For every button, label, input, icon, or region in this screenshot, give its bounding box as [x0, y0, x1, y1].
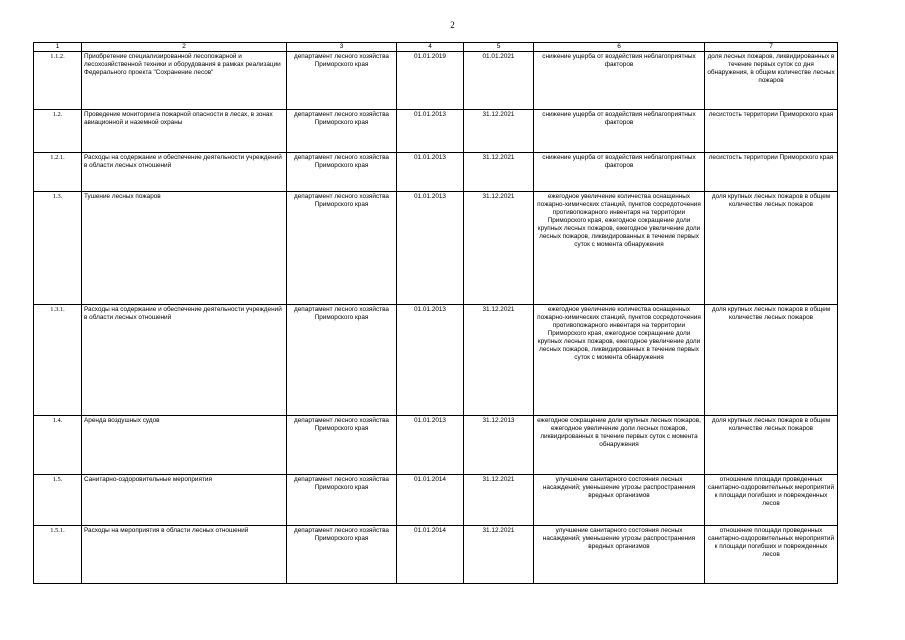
expected-result: улучшение санитарного состояния лесных насаждений; уменьшение угрозы распространения вредных организмов [534, 526, 705, 584]
end-date: 31.12.2021 [464, 153, 534, 192]
header-row [34, 43, 838, 52]
end-date: 31.12.2021 [464, 475, 534, 526]
executor: департамент лесного хозяйства Приморского края [287, 305, 397, 416]
activity-name: Тушение лесных пожаров [82, 192, 287, 305]
table-row [34, 475, 838, 526]
expected-result: улучшение санитарного состояния лесных насаждений; уменьшение угрозы распространения вредных организмов [534, 475, 705, 526]
item-number: 1.1.2. [34, 52, 82, 110]
end-date: 31.12.2021 [464, 526, 534, 584]
end-date: 31.12.2021 [464, 305, 534, 416]
table-row [34, 416, 838, 475]
start-date: 01.01.2014 [397, 526, 464, 584]
table-row [34, 52, 838, 110]
end-date: 31.12.2021 [464, 110, 534, 153]
executor: департамент лесного хозяйства Приморского края [287, 526, 397, 584]
indicator: отношение площади проведенных санитарно-оздоровительных мероприятий к площади погибших и поврежденных лесов [705, 526, 838, 584]
column-header: 7 [705, 43, 838, 52]
column-header: 6 [534, 43, 705, 52]
expected-result: снижение ущерба от воздействия неблагоприятных факторов [534, 153, 705, 192]
table-row [34, 305, 838, 416]
start-date: 01.01.2013 [397, 305, 464, 416]
column-header: 3 [287, 43, 397, 52]
table-row [34, 153, 838, 192]
item-number: 1.5. [34, 475, 82, 526]
item-number: 1.5.1. [34, 526, 82, 584]
activity-name: Расходы на мероприятия в области лесных отношений [82, 526, 287, 584]
table-row [34, 110, 838, 153]
item-number: 1.4. [34, 416, 82, 475]
expected-result: ежегодное увеличение количества оснащенных пожарно-химических станций, пунктов сосредоточения противопожарного инвентаря на территории Приморского края, ежегодное сокращение доли крупных лесных пожаров, ежегодное увеличение доли лесных пожаров, ликвидированных в течение первых суток с момента обнаружения [534, 305, 705, 416]
activity-name: Расходы на содержание и обеспечение деятельности учреждений в области лесных отношений [82, 305, 287, 416]
executor: департамент лесного хозяйства Приморского края [287, 475, 397, 526]
indicator: лесистость территории Приморского края [705, 153, 838, 192]
activity-name: Расходы на содержание и обеспечение деятельности учреждений в области лесных отношений [82, 153, 287, 192]
executor: департамент лесного хозяйства Приморского края [287, 110, 397, 153]
indicator: отношение площади проведенных санитарно-оздоровительных мероприятий к площади погибших и поврежденных лесов [705, 475, 838, 526]
executor: департамент лесного хозяйства Приморского края [287, 153, 397, 192]
end-date: 01.01.2021 [464, 52, 534, 110]
executor: департамент лесного хозяйства Приморского края [287, 192, 397, 305]
column-header: 4 [397, 43, 464, 52]
activity-name: Приобретение специализированной лесопожарной и лесохозяйственной техники и оборудования в рамках реализации Федерального проекта "Сохранение лесов" [82, 52, 287, 110]
activity-name: Санитарно-оздоровительные мероприятия [82, 475, 287, 526]
activity-name: Проведение мониторинга пожарной опасности в лесах, в зонах авиационной и наземной охраны [82, 110, 287, 153]
indicator: лесистость территории Приморского края [705, 110, 838, 153]
start-date: 01.01.2013 [397, 153, 464, 192]
item-number: 1.3.1. [34, 305, 82, 416]
column-header: 2 [82, 43, 287, 52]
start-date: 01.01.2013 [397, 110, 464, 153]
end-date: 31.12.2013 [464, 416, 534, 475]
start-date: 01.01.2014 [397, 475, 464, 526]
indicator: доля лесных пожаров, ликвидированных в течение первых суток со дня обнаружения, в общем количестве лесных пожаров [705, 52, 838, 110]
item-number: 1.3. [34, 192, 82, 305]
executor: департамент лесного хозяйства Приморского края [287, 52, 397, 110]
start-date: 01.01.2019 [397, 52, 464, 110]
expected-result: ежегодное увеличение количества оснащенных пожарно-химических станций, пунктов сосредоточения противопожарного инвентаря на территории Приморского края, ежегодное сокращение доли крупных лесных пожаров, ежегодное увеличение доли лесных пожаров, ликвидированных в течение первых суток с момента обнаружения [534, 192, 705, 305]
expected-result: ежегодное сокращение доли крупных лесных пожаров, ежегодное увеличение доли лесных пожаров, ликвидированных в течение первых суток с момента обнаружения [534, 416, 705, 475]
start-date: 01.01.2013 [397, 192, 464, 305]
page-number: 2 [450, 20, 455, 30]
indicator: доля крупных лесных пожаров в общем количестве лесных пожаров [705, 416, 838, 475]
expected-result: снижение ущерба от воздействия неблагоприятных факторов [534, 52, 705, 110]
item-number: 1.2.1. [34, 153, 82, 192]
activity-name: Аренда воздушных судов [82, 416, 287, 475]
table-row [34, 526, 838, 584]
indicator: доля крупных лесных пожаров в общем количестве лесных пожаров [705, 305, 838, 416]
indicator: доля крупных лесных пожаров в общем количестве лесных пожаров [705, 192, 838, 305]
executor: департамент лесного хозяйства Приморского края [287, 416, 397, 475]
program-activities-table [33, 42, 838, 584]
table-row [34, 192, 838, 305]
column-header: 5 [464, 43, 534, 52]
start-date: 01.01.2013 [397, 416, 464, 475]
end-date: 31.12.2021 [464, 192, 534, 305]
column-header: 1 [34, 43, 82, 52]
expected-result: снижение ущерба от воздействия неблагоприятных факторов [534, 110, 705, 153]
item-number: 1.2. [34, 110, 82, 153]
